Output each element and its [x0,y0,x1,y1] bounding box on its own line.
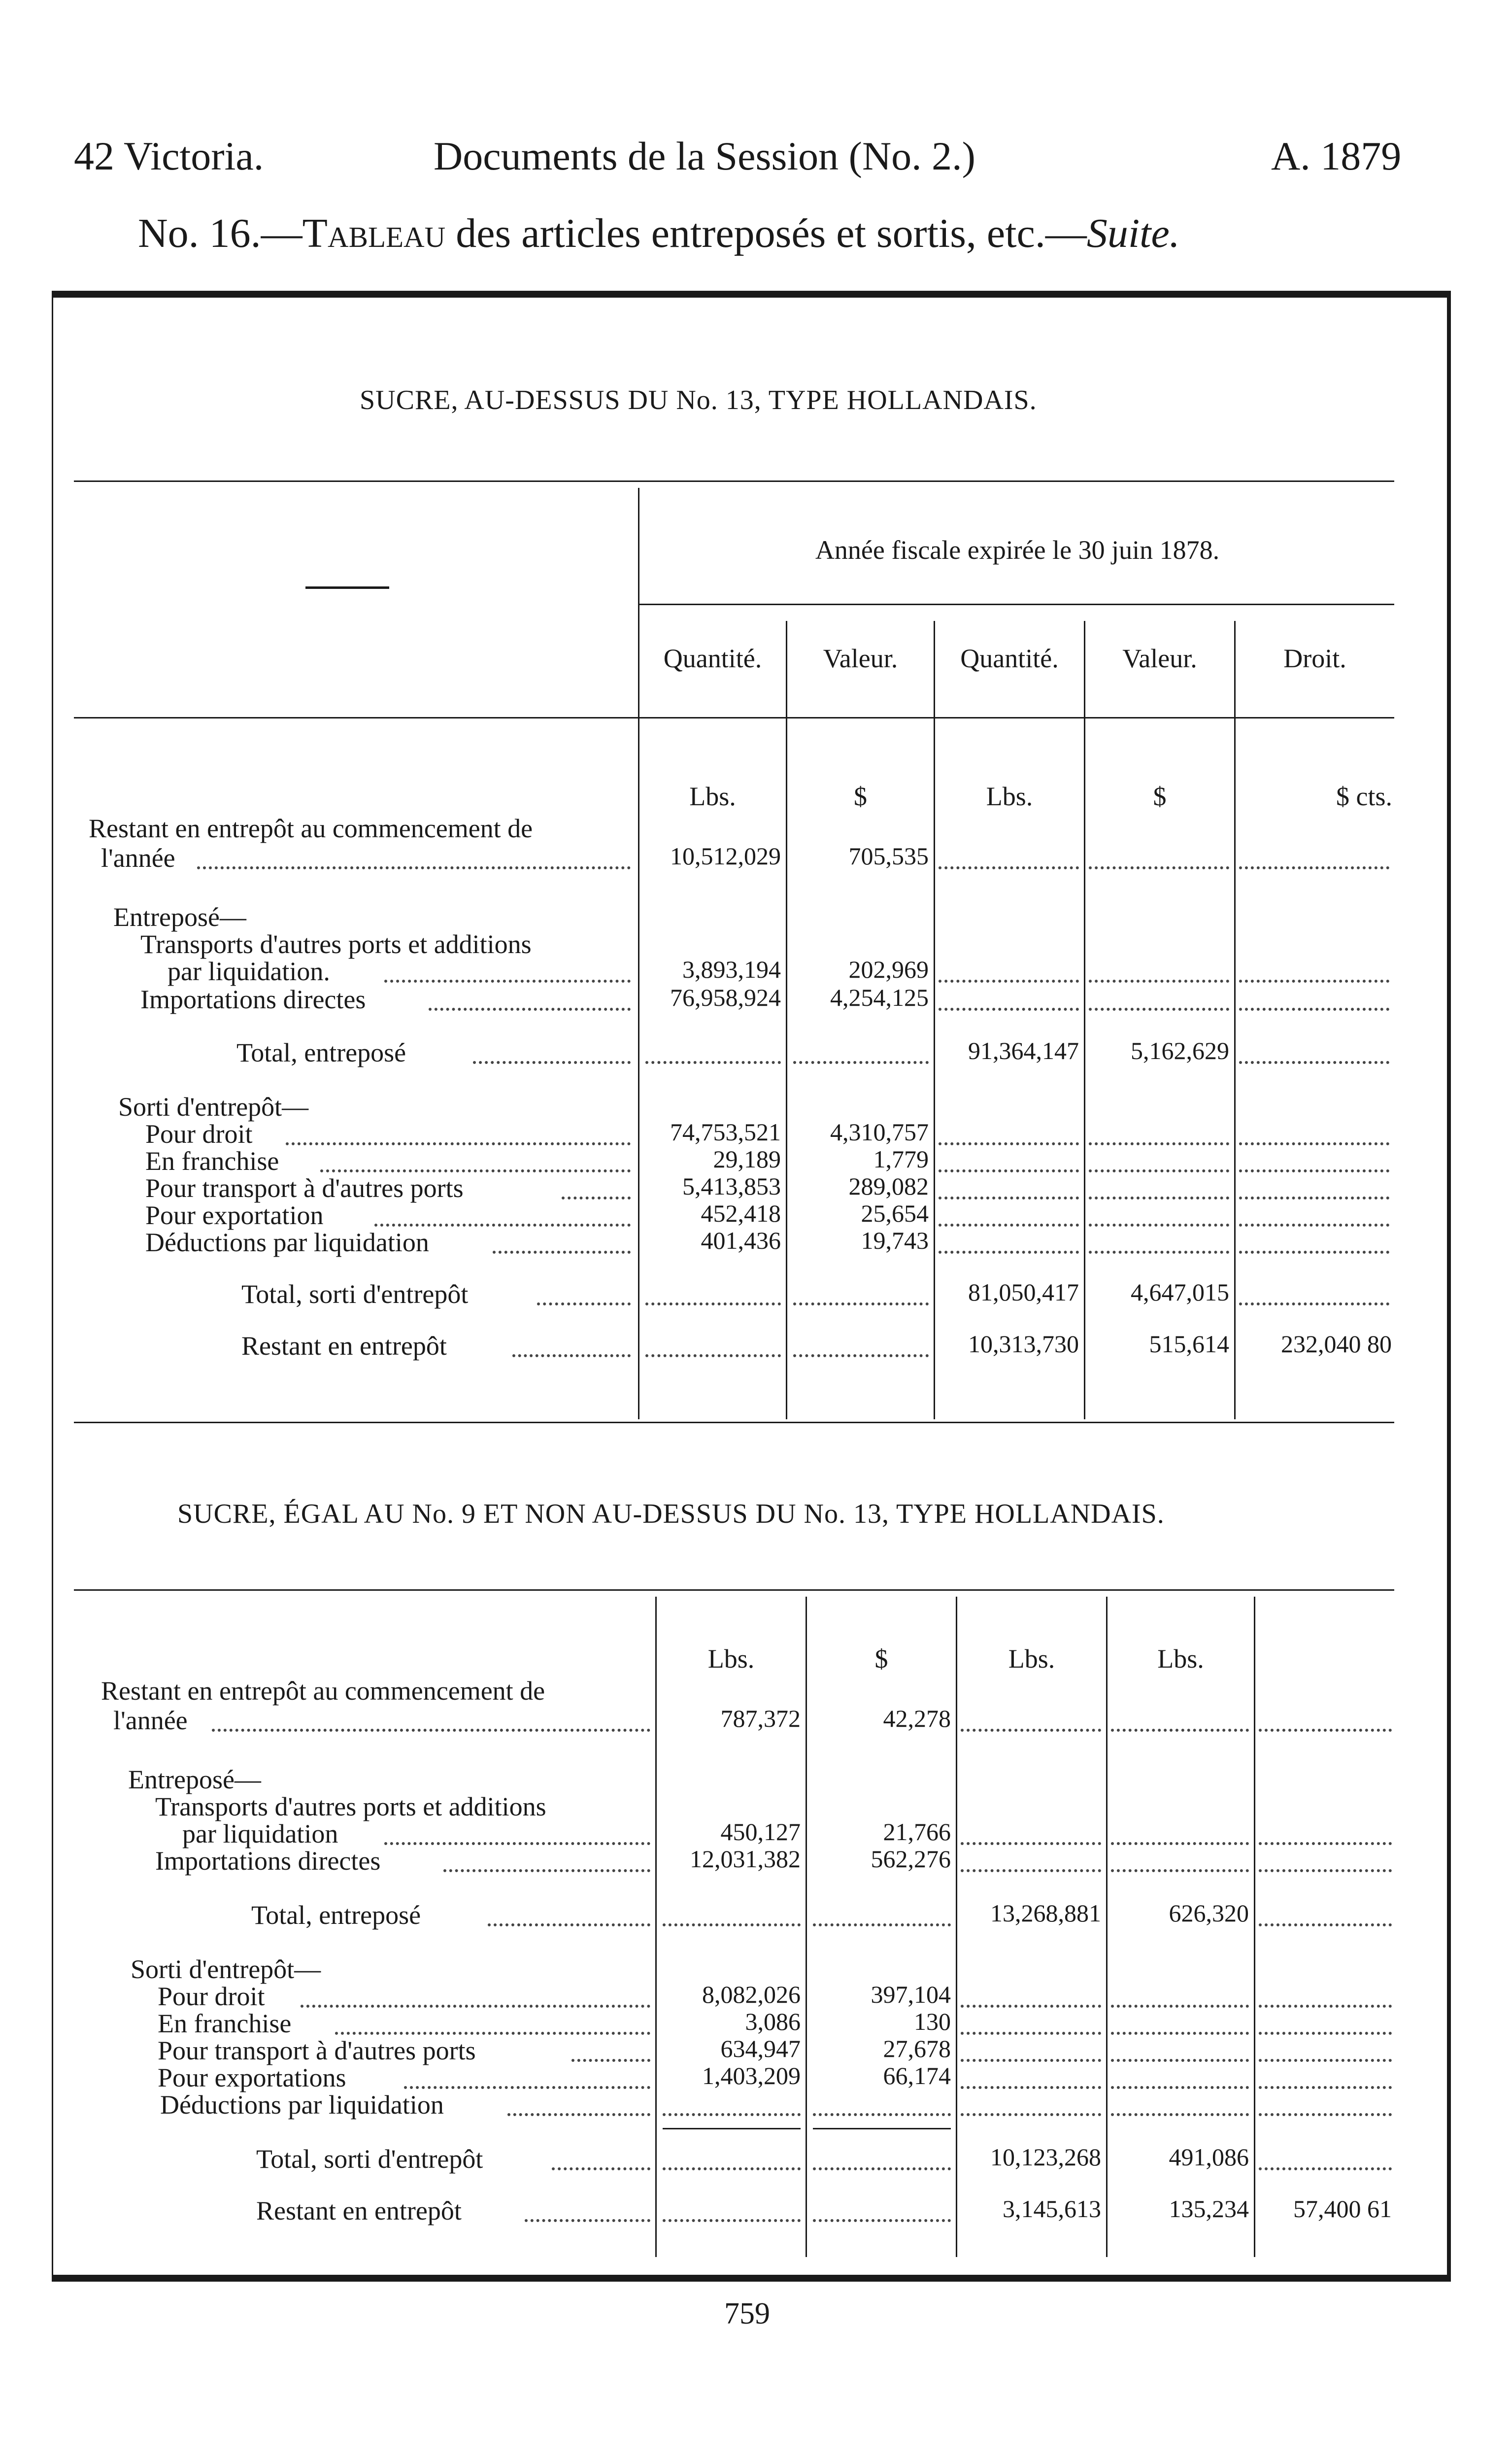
title-caps: Tableau [302,210,446,256]
leader-dots [939,980,1079,983]
page-number: 759 [724,2297,770,2330]
leader-dots [1259,2005,1392,2008]
col-divider-3 [1084,621,1085,1419]
s2-restant-label: Restant en entrepôt [256,2196,462,2225]
s2-sum-rule-1 [663,2128,801,2129]
leader-dots [663,2219,801,2222]
s2-unit-3: Lbs. [1008,1644,1055,1674]
leader-dots [1089,1008,1229,1011]
s2-pour-droit-qty: 8,082,026 [702,1981,801,2008]
leader-dots [939,1169,1079,1172]
col-header-droit: Droit. [1283,644,1346,673]
leader-dots [512,1354,631,1357]
leader-dots [301,2005,650,2008]
leader-dots [961,1729,1101,1732]
s2-stub-divider [655,1597,657,2257]
header-center: Documents de la Session (No. 2.) [434,134,975,178]
section1-title: SUCRE, AU-DESSUS DU No. 13, TYPE HOLLANDAIS. [360,385,1037,415]
section1-bottom-rule [74,1422,1394,1423]
leader-dots [961,2113,1101,2116]
leader-dots [473,1061,631,1064]
leader-dots [320,1169,631,1172]
s2-franchise-label: En franchise [158,2009,292,2038]
s1-restant-label: Restant en entrepôt [241,1331,447,1361]
leader-dots [1239,1008,1389,1011]
s1-unit-3: Lbs. [986,782,1033,811]
s2-total-entrepose-val: 626,320 [1169,1899,1249,1927]
s1-total-sorti-qty: 81,050,417 [968,1278,1079,1306]
s2-unit-1: Lbs. [707,1644,755,1674]
header-right: A. 1879 [1271,134,1402,178]
s1-exportation-val: 25,654 [861,1199,929,1227]
leader-dots [1111,2032,1249,2035]
s1-unit-4: $ [1153,782,1167,811]
leader-dots [961,2086,1101,2089]
leader-dots [571,2059,650,2062]
leader-dots [813,2113,951,2116]
s1-importations-label: Importations directes [140,985,366,1014]
leader-dots [939,1142,1079,1145]
leader-dots [507,2113,650,2116]
section1-title-rule [74,480,1394,482]
s1-transports-qty: 3,893,194 [682,956,781,983]
s1-unit-1: Lbs. [689,782,736,811]
leader-dots [1111,2005,1249,2008]
s1-transports-label-1: Transports d'autres ports et additions [140,929,532,959]
s2-col-divider-4 [1254,1597,1255,2257]
leader-dots [813,2219,951,2222]
header-bottom-rule [74,717,1394,719]
leader-dots [1239,980,1389,983]
leader-dots [286,1142,631,1145]
col-header-valeur-1: Valeur. [823,644,898,673]
s2-sum-rule-2 [813,2128,951,2129]
s2-col-divider-1 [806,1597,807,2257]
s2-transport-autres-val: 27,678 [883,2035,951,2062]
leader-dots [663,1923,801,1926]
s2-restant-debut-label-1: Restant en entrepôt au commencement de [101,1676,545,1706]
leader-dots [1111,2059,1249,2062]
leader-dots [1259,2086,1392,2089]
leader-dots [1089,1169,1229,1172]
s2-total-sorti-label: Total, sorti d'entrepôt [256,2144,483,2174]
leader-dots [374,1224,631,1227]
leader-dots [1239,1224,1389,1227]
s2-entrepose-label: Entreposé— [128,1765,261,1794]
leader-dots [1239,1302,1389,1305]
s1-exportation-qty: 452,418 [701,1199,781,1227]
s1-pour-droit-qty: 74,753,521 [670,1118,781,1146]
leader-dots [961,2059,1101,2062]
s1-pour-droit-val: 4,310,757 [830,1118,929,1146]
leader-dots [1239,1197,1389,1199]
s2-transports-label-2: par liquidation [182,1819,338,1848]
s1-exportation-label: Pour exportation [145,1200,324,1230]
leader-dots [939,866,1079,869]
leader-dots [1111,1869,1249,1872]
s2-franchise-qty: 3,086 [745,2008,801,2035]
section2-title: SUCRE, ÉGAL AU No. 9 ET NON AU-DESSUS DU No. 13, TYPE HOLLANDAIS. [177,1499,1165,1529]
leader-dots [1259,2167,1392,2170]
leader-dots [1089,1197,1229,1199]
s1-total-entrepose-label: Total, entreposé [236,1038,406,1067]
s2-importations-qty: 12,031,382 [690,1845,801,1873]
leader-dots [443,1869,650,1872]
s2-restant-debut-qty: 787,372 [720,1705,801,1732]
leader-dots [197,866,631,869]
s2-transport-autres-label: Pour transport à d'autres ports [158,2036,476,2065]
s2-transports-label-1: Transports d'autres ports et additions [155,1792,546,1821]
leader-dots [1239,1142,1389,1145]
s1-franchise-qty: 29,189 [713,1145,781,1173]
leader-dots [1259,1869,1392,1872]
header-left: 42 Victoria. [74,134,264,178]
leader-dots [1239,1251,1389,1254]
leader-dots [1089,980,1229,983]
title-main: des articles entreposés et sortis, etc.— [445,210,1087,256]
s1-pour-droit-label: Pour droit [145,1119,253,1149]
leader-dots [1239,1061,1389,1064]
leader-dots [335,2032,650,2035]
s1-sorti-label: Sorti d'entrepôt— [118,1092,309,1122]
col-header-quantite-1: Quantité. [663,644,762,673]
s2-franchise-val: 130 [914,2008,951,2035]
leader-dots [813,2167,951,2170]
leader-dots [1111,2113,1249,2116]
s2-deductions-label: Déductions par liquidation [160,2090,444,2120]
fiscal-year-rule [638,604,1394,605]
leader-dots [562,1197,631,1199]
leader-dots [939,1224,1079,1227]
s2-unit-4: Lbs. [1157,1644,1204,1674]
col-divider-1 [786,621,787,1419]
s2-col-divider-3 [1106,1597,1108,2257]
leader-dots [1239,866,1389,869]
s2-exportations-val: 66,174 [883,2062,951,2089]
leader-dots [1111,1729,1249,1732]
leader-dots [663,2113,801,2116]
s1-restant-debut-label-2: l'année [101,843,175,873]
s1-restant-debut-qty: 10,512,029 [670,842,781,870]
leader-dots [961,1842,1101,1845]
s1-importations-val: 4,254,125 [830,984,929,1011]
leader-dots [537,1302,631,1305]
leader-dots [1259,1923,1392,1926]
leader-dots [488,1923,650,1926]
s2-importations-val: 562,276 [871,1845,951,1873]
leader-dots [384,980,631,983]
s1-transport-autres-val: 289,082 [848,1172,929,1200]
section2-title-rule [74,1589,1394,1591]
leader-dots [1111,2086,1249,2089]
leader-dots [793,1061,929,1064]
leader-dots [961,2005,1101,2008]
leader-dots [961,2032,1101,2035]
s2-pour-droit-val: 397,104 [871,1981,951,2008]
col-header-valeur-2: Valeur. [1122,644,1197,673]
leader-dots [1259,1842,1392,1845]
s2-exportations-qty: 1,403,209 [702,2062,801,2089]
s2-transport-autres-qty: 634,947 [720,2035,801,2062]
col-divider-2 [934,621,935,1419]
leader-dots [939,1197,1079,1199]
col-divider-4 [1234,621,1236,1419]
col-header-quantite-2: Quantité. [960,644,1059,673]
s1-restant-debut-label-1: Restant en entrepôt au commencement de [89,814,533,843]
leader-dots [429,1008,631,1011]
leader-dots [1259,2032,1392,2035]
leader-dots [939,1251,1079,1254]
title-prefix: No. 16.— [138,210,302,256]
leader-dots [645,1302,781,1305]
leader-dots [961,1869,1101,1872]
page-title [138,209,1345,257]
leader-dots [793,1302,929,1305]
s1-restant-val: 515,614 [1149,1330,1229,1358]
stub-divider [638,488,639,1419]
s2-exportations-label: Pour exportations [158,2063,346,2092]
stub-dash [305,586,389,589]
leader-dots [663,2167,801,2170]
s2-transports-val: 21,766 [883,1818,951,1846]
s1-total-entrepose-val: 5,162,629 [1131,1037,1229,1064]
s2-total-entrepose-label: Total, entreposé [251,1900,421,1930]
s2-restant-val: 135,234 [1169,2195,1249,2223]
leader-dots [384,1842,650,1845]
leader-dots [645,1061,781,1064]
leader-dots [404,2086,650,2089]
s1-total-sorti-val: 4,647,015 [1131,1278,1229,1306]
title-suffix: Suite. [1086,210,1180,256]
s1-franchise-label: En franchise [145,1146,279,1176]
leader-dots [793,1354,929,1357]
s1-deductions-qty: 401,436 [701,1227,781,1254]
s1-unit-2: $ [854,782,867,811]
s2-restant-debut-label-2: l'année [113,1706,188,1735]
leader-dots [1089,1224,1229,1227]
s2-restant-debut-val: 42,278 [883,1705,951,1732]
s2-total-entrepose-qty: 13,268,881 [990,1899,1101,1927]
s1-entrepose-label: Entreposé— [113,902,246,932]
leader-dots [1111,1842,1249,1845]
s1-transport-autres-qty: 5,413,853 [682,1172,781,1200]
s1-deductions-label: Déductions par liquidation [145,1228,429,1257]
leader-dots [1089,866,1229,869]
s2-transports-qty: 450,127 [720,1818,801,1846]
s2-total-sorti-qty: 10,123,268 [990,2143,1101,2171]
s1-restant-qty: 10,313,730 [968,1330,1079,1358]
leader-dots [813,1923,951,1926]
s1-restant-debut-val: 705,535 [848,842,929,870]
s2-col-divider-2 [956,1597,957,2257]
s1-transports-val: 202,969 [848,956,929,983]
leader-dots [552,2167,650,2170]
leader-dots [1259,2113,1392,2116]
leader-dots [1239,1169,1389,1172]
s1-unit-5: $ cts. [1336,782,1392,811]
leader-dots [1089,1251,1229,1254]
leader-dots [525,2219,650,2222]
s2-sorti-label: Sorti d'entrepôt— [131,1954,321,1984]
leader-dots [939,1008,1079,1011]
s1-deductions-val: 19,743 [861,1227,929,1254]
s1-importations-qty: 76,958,924 [670,984,781,1011]
s1-transports-label-2: par liquidation. [168,957,330,986]
s1-total-sorti-label: Total, sorti d'entrepôt [241,1279,469,1309]
leader-dots [1089,1142,1229,1145]
s2-restant-droit: 57,400 61 [1293,2195,1392,2223]
s1-franchise-val: 1,779 [873,1145,929,1173]
s2-unit-2: $ [874,1644,888,1674]
s2-importations-label: Importations directes [155,1846,381,1876]
s2-pour-droit-label: Pour droit [158,1982,265,2011]
s2-restant-qty: 3,145,613 [1003,2195,1101,2223]
leader-dots [645,1354,781,1357]
s2-total-sorti-val: 491,086 [1169,2143,1249,2171]
s1-total-entrepose-qty: 91,364,147 [968,1037,1079,1064]
s1-transport-autres-label: Pour transport à d'autres ports [145,1173,464,1203]
fiscal-year-heading: Année fiscale expirée le 30 juin 1878. [815,535,1220,565]
s1-restant-droit: 232,040 80 [1281,1330,1392,1358]
leader-dots [1259,2059,1392,2062]
leader-dots [493,1251,631,1254]
leader-dots [212,1729,650,1732]
leader-dots [1259,1729,1392,1732]
